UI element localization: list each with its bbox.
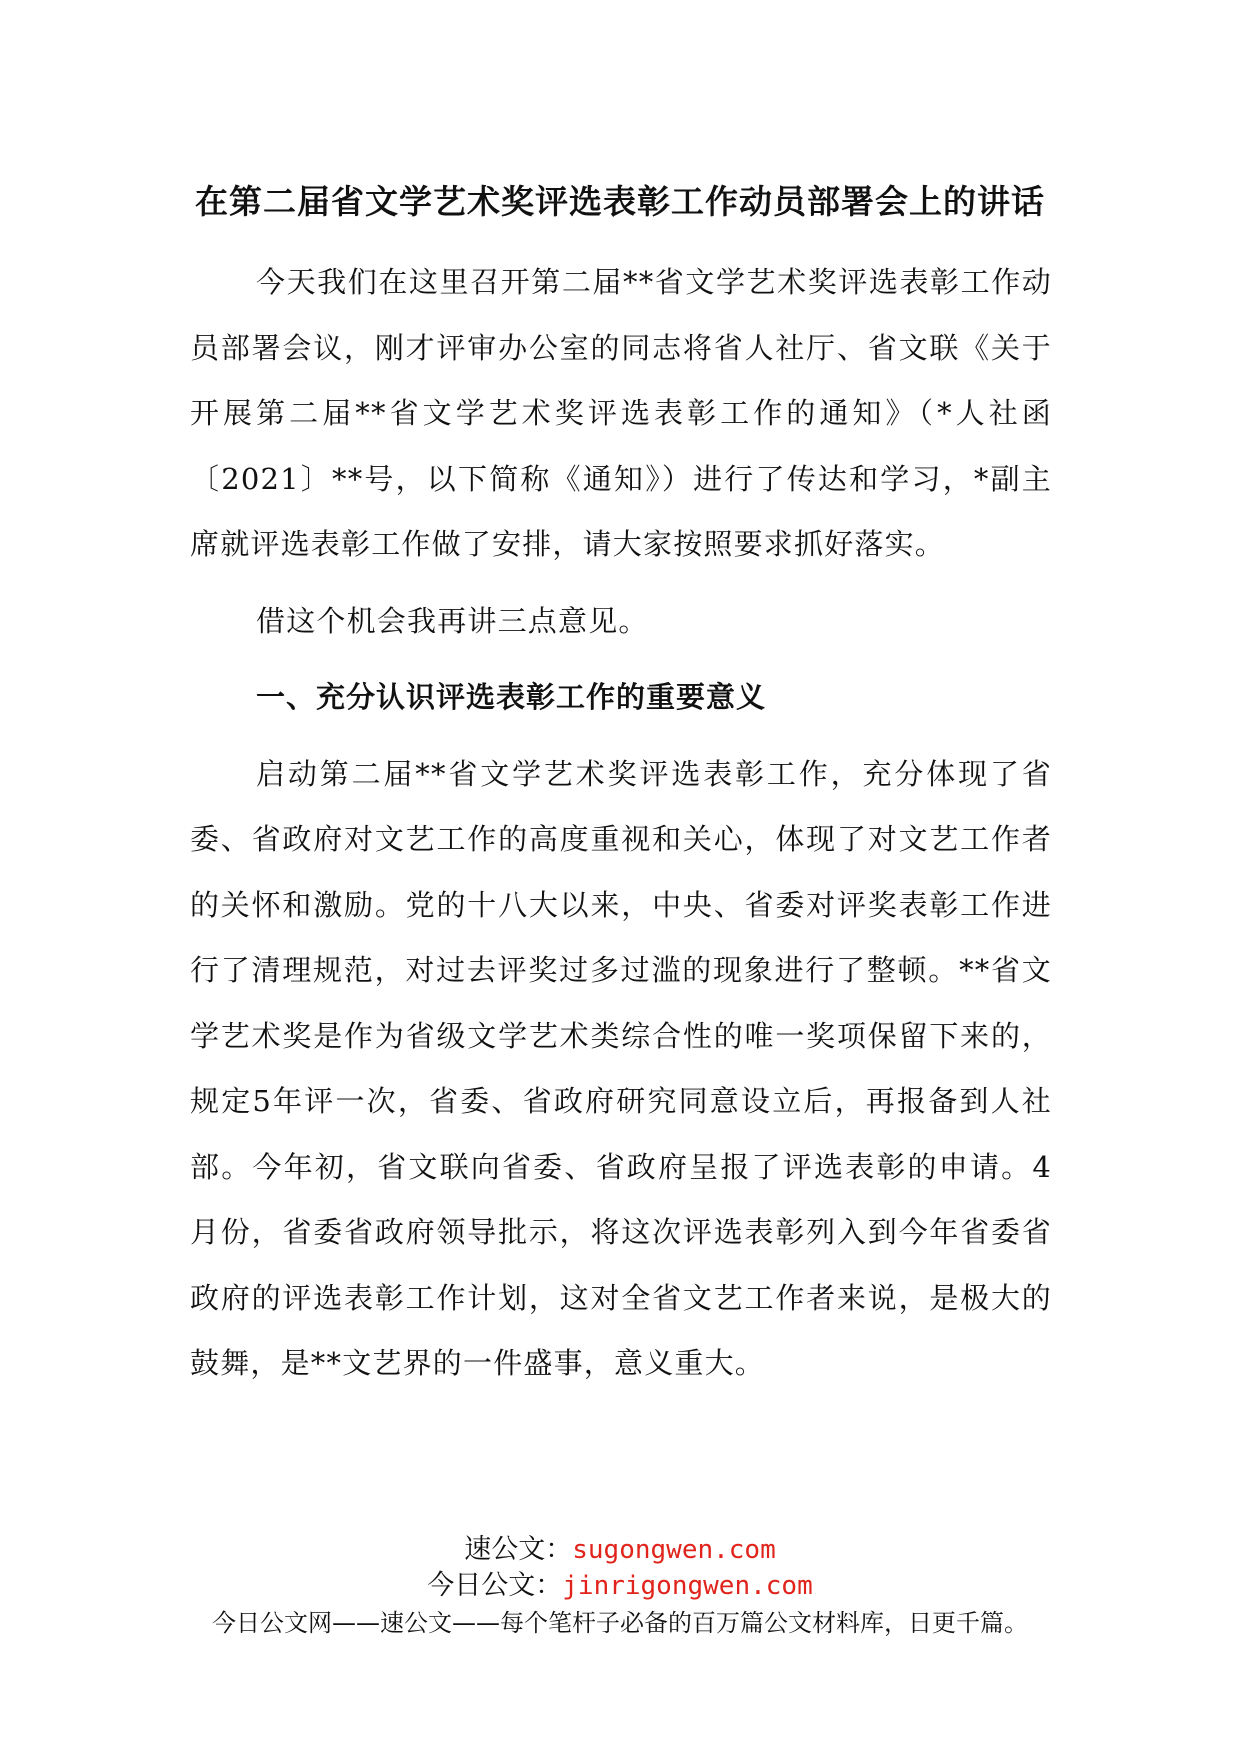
paragraph-intro: 今天我们在这里召开第二届**省文学艺术奖评选表彰工作动员部署会议，刚才评审办公室的同志将省人社厅、省文联《关于开展第二届**省文学艺术奖评选表彰工作的通知》（*人社函〔2021〕**号，以下简称《通知》）进行了传达和学习，*副主席就评选表彰工作做了安排，请大家按照要求抓好落实。 xyxy=(190,265,1052,561)
footer-link-sugongwen[interactable]: sugongwen.com xyxy=(572,1535,776,1565)
footer-label-jinrigongwen: 今日公文： xyxy=(427,1570,563,1601)
footer-label-sugongwen: 速公文： xyxy=(464,1534,573,1565)
footer-line-sugongwen xyxy=(0,1532,1240,1568)
footer-line-jinrigongwen xyxy=(0,1568,1240,1604)
footer xyxy=(0,1532,1240,1640)
section-heading-1: 一、充分认识评选表彰工作的重要意义 xyxy=(256,680,767,714)
footer-link-jinrigongwen[interactable]: jinrigongwen.com xyxy=(562,1571,813,1601)
document-body xyxy=(190,250,1052,1397)
paragraph-section-1: 启动第二届**省文学艺术奖评选表彰工作，充分体现了省委、省政府对文艺工作的高度重视和关心，体现了对文艺工作者的关怀和激励。党的十八大以来，中央、省委对评奖表彰工作进行了清理规范，对过去评奖过多过滥的现象进行了整顿。**省文学艺术奖是作为省级文学艺术类综合性的唯一奖项保留下来的，规定5年评一次，省委、省政府研究同意设立后，再报备到人社部。今年初，省文联向省委、省政府呈报了评选表彰的申请。4月份，省委省政府领导批示，将这次评选表彰列入到今年省委省政府的评选表彰工作计划，这对全省文艺工作者来说，是极大的鼓舞，是**文艺界的一件盛事，意义重大。 xyxy=(190,756,1052,1380)
paragraph-transition: 借这个机会我再讲三点意见。 xyxy=(256,603,649,638)
footer-slogan: 今日公文网——速公文——每个笔杆子必备的百万篇公文材料库，日更千篇。 xyxy=(212,1609,1028,1637)
page-title: 在第二届省文学艺术奖评选表彰工作动员部署会上的讲话 xyxy=(195,182,1045,221)
